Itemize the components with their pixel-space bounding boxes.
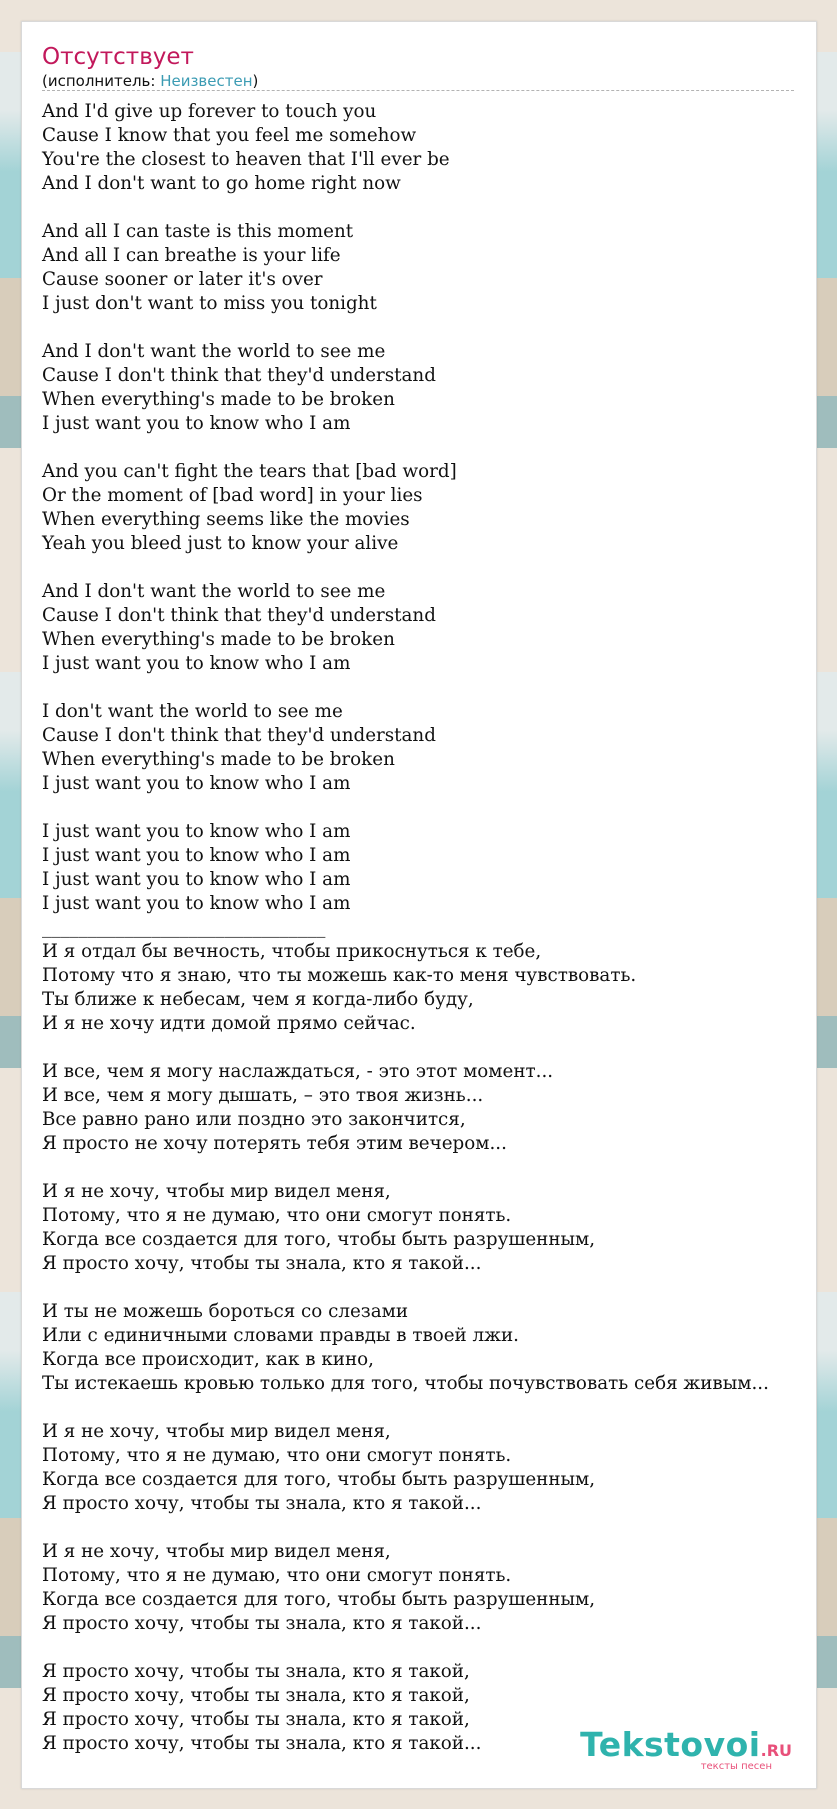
lyric-line: I just want you to know who I am <box>42 413 351 434</box>
lyric-line: Когда все создается для того, чтобы быть разрушенным, <box>42 1589 596 1610</box>
stanza-gap <box>42 556 817 580</box>
lyric-line: When everything seems like the movies <box>42 509 410 530</box>
lyric-line: Cause I don't think that they'd understand <box>42 605 436 626</box>
lyric-line: И все, чем я могу дышать, – это твоя жизнь... <box>42 1085 484 1106</box>
lyric-line: Все равно рано или поздно это закончится, <box>42 1109 466 1130</box>
lyric-line: Или с единичными словами правды в твоей лжи. <box>42 1325 519 1346</box>
lyric-line: I just want you to know who I am <box>42 893 351 914</box>
lyric-line: And I'd give up forever to touch you <box>42 101 377 122</box>
lyric-line: You're the closest to heaven that I'll ever be <box>42 149 450 170</box>
lyric-line: Yeah you bleed just to know your alive <box>42 533 399 554</box>
logo-tld: .RU <box>760 1741 792 1760</box>
site-logo[interactable] <box>580 1725 792 1772</box>
lyric-line: Потому, что я не думаю, что они смогут понять. <box>42 1445 512 1466</box>
artist-line <box>42 72 794 90</box>
lyric-line: Я просто хочу, чтобы ты знала, кто я такой, <box>42 1661 470 1682</box>
lyric-line: Or the moment of [bad word] in your lies <box>42 485 423 506</box>
lyric-line: I don't want the world to see me <box>42 701 343 722</box>
lyric-line: Ты истекаешь кровью только для того, чтобы почувствовать себя живым... <box>42 1373 769 1394</box>
lyric-line: Потому, что я не думаю, что они смогут понять. <box>42 1205 512 1226</box>
lyric-line: I just don't want to miss you tonight <box>42 293 377 314</box>
lyric-line: И ты не можешь бороться со слезами <box>42 1301 409 1322</box>
lyric-line: И я не хочу, чтобы мир видел меня, <box>42 1421 391 1442</box>
lyric-line: And I don't want to go home right now <box>42 173 401 194</box>
lyric-line: Ты ближе к небесам, чем я когда-либо буду, <box>42 989 474 1010</box>
lyric-line: Cause I don't think that they'd understand <box>42 365 436 386</box>
stanza-gap <box>42 196 817 220</box>
logo-name: Tekstovoi <box>580 1725 761 1764</box>
lyric-line: Я просто хочу, чтобы ты знала, кто я такой... <box>42 1733 482 1754</box>
lyric-line: When everything's made to be broken <box>42 629 395 650</box>
lyric-line: И я отдал бы вечность, чтобы прикоснуться к тебе, <box>42 941 542 962</box>
lyric-line: Cause I know that you feel me somehow <box>42 125 417 146</box>
stanza-gap <box>42 796 817 820</box>
translation-separator: _______________________________ <box>42 917 326 938</box>
logo-tagline: тексты песен <box>700 1761 772 1772</box>
lyric-line: Потому что я знаю, что ты можешь как-то меня чувствовать. <box>42 965 637 986</box>
lyric-line: И я не хочу, чтобы мир видел меня, <box>42 1541 391 1562</box>
lyric-line: Я просто хочу, чтобы ты знала, кто я такой, <box>42 1685 470 1706</box>
lyric-line: Когда все создается для того, чтобы быть разрушенным, <box>42 1469 596 1490</box>
stanza-gap <box>42 1156 817 1180</box>
lyric-line: I just want you to know who I am <box>42 845 351 866</box>
stanza-gap <box>42 1636 817 1660</box>
stanza-gap <box>42 1276 817 1300</box>
lyric-line: And I don't want the world to see me <box>42 581 386 602</box>
lyric-line: Когда все создается для того, чтобы быть разрушенным, <box>42 1229 596 1250</box>
lyric-line: Я просто хочу, чтобы ты знала, кто я такой, <box>42 1709 470 1730</box>
lyric-line: Я просто не хочу потерять тебя этим вечером... <box>42 1133 507 1154</box>
stanza-gap <box>42 436 817 460</box>
lyric-line: And I don't want the world to see me <box>42 341 386 362</box>
stanza-gap <box>42 676 817 700</box>
stanza-gap <box>42 1036 817 1060</box>
lyric-line: И я не хочу, чтобы мир видел меня, <box>42 1181 391 1202</box>
lyric-line: When everything's made to be broken <box>42 389 395 410</box>
artist-link[interactable]: Неизвестен <box>160 72 253 90</box>
artist-prefix: (исполнитель: <box>42 72 161 90</box>
song-header <box>42 42 794 91</box>
lyric-line: И все, чем я могу наслаждаться, - это этот момент... <box>42 1061 554 1082</box>
artist-suffix: ) <box>252 72 259 90</box>
lyrics-page-card <box>21 21 817 1789</box>
song-title: Отсутствует <box>42 44 194 70</box>
stanza-gap <box>42 1516 817 1540</box>
lyric-line: And all I can breathe is your life <box>42 245 341 266</box>
lyric-line: I just want you to know who I am <box>42 821 351 842</box>
lyric-line: Потому, что я не думаю, что они смогут понять. <box>42 1565 512 1586</box>
lyric-line: Я просто хочу, чтобы ты знала, кто я такой... <box>42 1493 482 1514</box>
lyric-line: Я просто хочу, чтобы ты знала, кто я такой... <box>42 1613 482 1634</box>
stanza-gap <box>42 316 817 340</box>
lyric-line: Когда все происходит, как в кино, <box>42 1349 374 1370</box>
lyric-line: И я не хочу идти домой прямо сейчас. <box>42 1013 416 1034</box>
lyric-line: I just want you to know who I am <box>42 773 351 794</box>
lyrics-text <box>42 100 817 1756</box>
lyric-line: I just want you to know who I am <box>42 653 351 674</box>
stanza-gap <box>42 1396 817 1420</box>
lyric-line: Cause sooner or later it's over <box>42 269 323 290</box>
lyric-line: When everything's made to be broken <box>42 749 395 770</box>
lyric-line: Я просто хочу, чтобы ты знала, кто я такой... <box>42 1253 482 1274</box>
lyric-line: And you can't fight the tears that [bad word] <box>42 461 457 482</box>
lyric-line: And all I can taste is this moment <box>42 221 354 242</box>
lyric-line: Cause I don't think that they'd understand <box>42 725 436 746</box>
lyric-line: I just want you to know who I am <box>42 869 351 890</box>
